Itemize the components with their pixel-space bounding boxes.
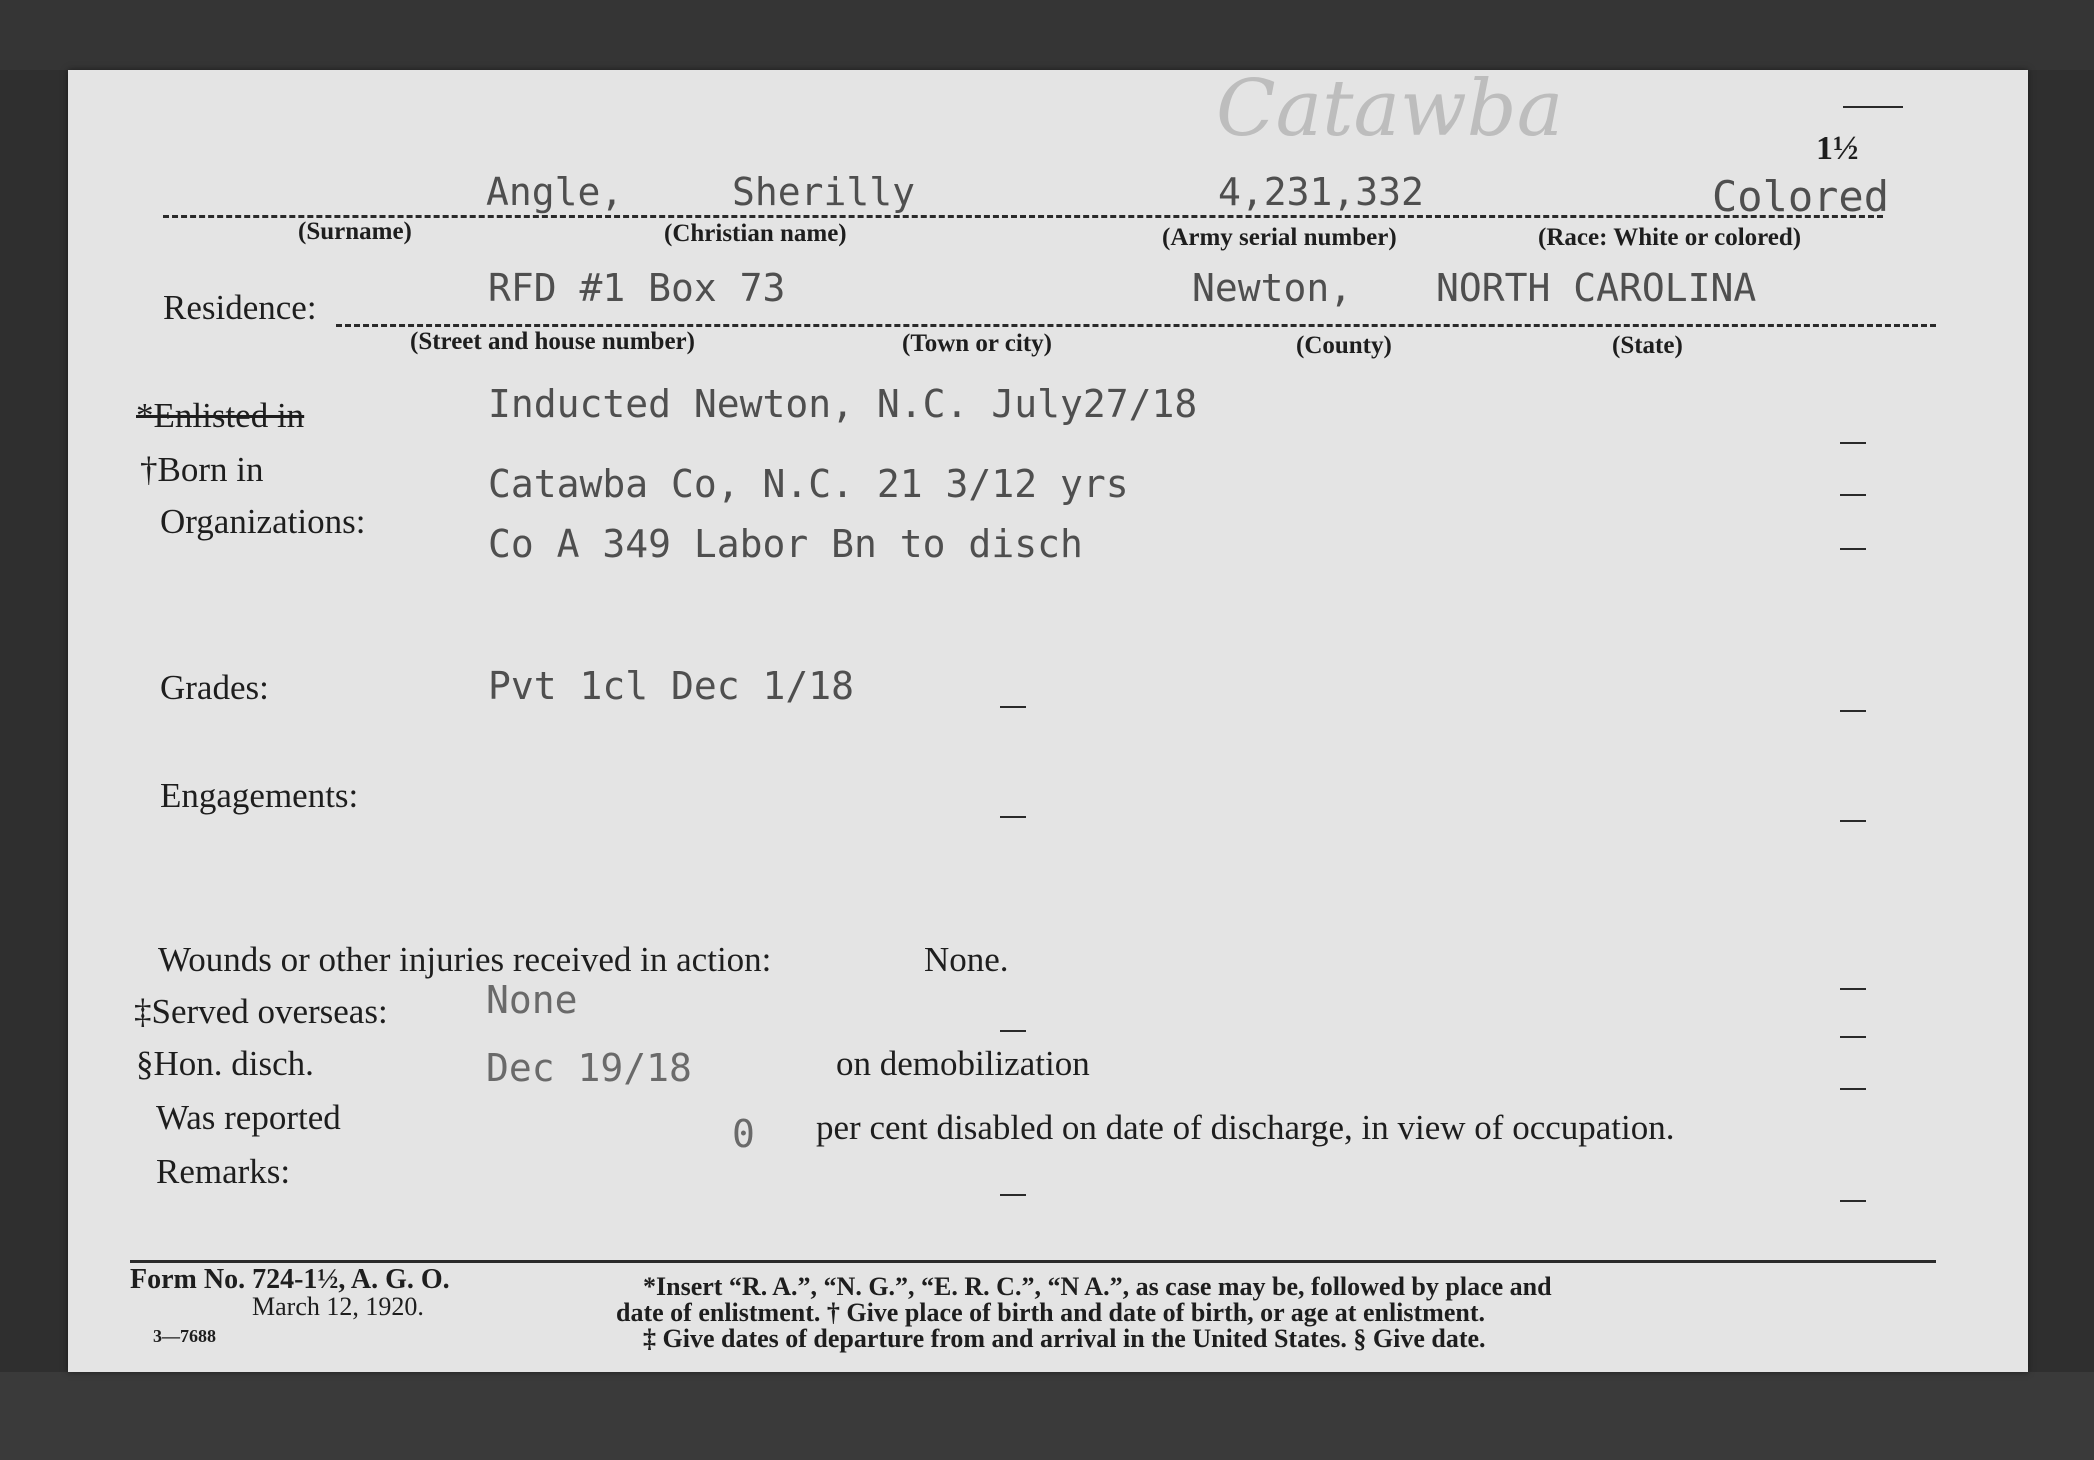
- residence-label: Residence:: [163, 288, 317, 327]
- christian-caption: (Christian name): [664, 220, 847, 247]
- form-code: 3—7688: [153, 1326, 216, 1346]
- organizations-label: Organizations:: [160, 502, 366, 541]
- serial-caption: (Army serial number): [1162, 224, 1397, 251]
- corner-rule: [1843, 106, 1903, 108]
- footer-note-1: *Insert “R. A.”, “N. G.”, “E. R. C.”, “N A.”, as case may be, followed by place and: [643, 1272, 1552, 1301]
- state-caption: (State): [1612, 332, 1683, 359]
- discharge-tick: [1840, 1088, 1866, 1090]
- residence-street-value: RFD #1 Box 73: [488, 266, 786, 310]
- wounds-value: None.: [924, 940, 1009, 979]
- handwritten-county-note: Catawba: [1216, 64, 1564, 154]
- born-tick: [1840, 494, 1866, 496]
- surname-value: Angle,: [486, 170, 624, 214]
- residence-line: [336, 324, 1936, 327]
- footer-note-3: ‡ Give dates of departure from and arrival in the United States. § Give date.: [643, 1324, 1486, 1353]
- engagements-tick: [1840, 820, 1866, 822]
- remarks-tick: [1840, 1200, 1866, 1202]
- grades-label: Grades:: [160, 668, 269, 707]
- wounds-label: Wounds or other injuries received in action:: [158, 940, 772, 979]
- enlisted-label: *Enlisted in: [136, 396, 305, 435]
- engagements-mid-tick: [1000, 816, 1026, 818]
- overseas-label: ‡Served overseas:: [134, 992, 388, 1031]
- overseas-value: None: [486, 978, 578, 1022]
- overseas-mid-tick: [1000, 1030, 1026, 1032]
- county-caption: (County): [1296, 332, 1392, 359]
- discharge-date-value: Dec 19/18: [486, 1046, 692, 1090]
- town-caption: (Town or city): [902, 330, 1052, 357]
- enlisted-value: Inducted Newton, N.C. July27/18: [488, 382, 1198, 426]
- form-number: Form No. 724-1½, A. G. O.: [130, 1264, 450, 1295]
- discharge-label: §Hon. disch.: [136, 1044, 314, 1083]
- reported-label: Was reported: [156, 1098, 341, 1137]
- overseas-tick: [1840, 988, 1866, 990]
- disabled-percent-value: 0: [732, 1112, 755, 1156]
- street-caption: (Street and house number): [410, 328, 695, 355]
- residence-state-value: NORTH CAROLINA: [1436, 266, 1757, 310]
- disabled-text: per cent disabled on date of discharge, in view of occupation.: [816, 1108, 1675, 1147]
- remarks-mid-tick: [1000, 1194, 1026, 1196]
- footer-note-2: date of enlistment. † Give place of birth and date of birth, or age at enlistment.: [616, 1298, 1485, 1327]
- demobilization-text: on demobilization: [836, 1044, 1090, 1083]
- engagements-label: Engagements:: [160, 776, 359, 815]
- scan-background-top: [0, 0, 2094, 70]
- serial-number-value: 4,231,332: [1218, 170, 1424, 214]
- overseas-right-tick: [1840, 1036, 1866, 1038]
- grades-value: Pvt 1cl Dec 1/18: [488, 664, 855, 708]
- residence-town-value: Newton,: [1192, 266, 1353, 310]
- christian-name-value: Sherilly: [732, 170, 916, 214]
- enlisted-tick: [1840, 442, 1866, 444]
- name-line: [163, 215, 1883, 218]
- organizations-tick: [1840, 548, 1866, 550]
- scan-background-bottom: [0, 1372, 2094, 1460]
- race-value: Colored: [1712, 172, 1890, 221]
- remarks-label: Remarks:: [156, 1152, 291, 1191]
- born-value: Catawba Co, N.C. 21 3/12 yrs: [488, 462, 1129, 506]
- service-record-card: [68, 64, 2028, 1372]
- form-date: March 12, 1920.: [252, 1292, 424, 1321]
- race-caption: (Race: White or colored): [1538, 224, 1802, 251]
- corner-number: 1½: [1816, 130, 1859, 167]
- footer-rule: [130, 1260, 1936, 1263]
- born-label: †Born in: [140, 450, 264, 489]
- surname-caption: (Surname): [298, 218, 412, 245]
- organizations-value: Co A 349 Labor Bn to disch: [488, 522, 1083, 566]
- grades-tick: [1840, 710, 1866, 712]
- grades-mid-tick: [1000, 706, 1026, 708]
